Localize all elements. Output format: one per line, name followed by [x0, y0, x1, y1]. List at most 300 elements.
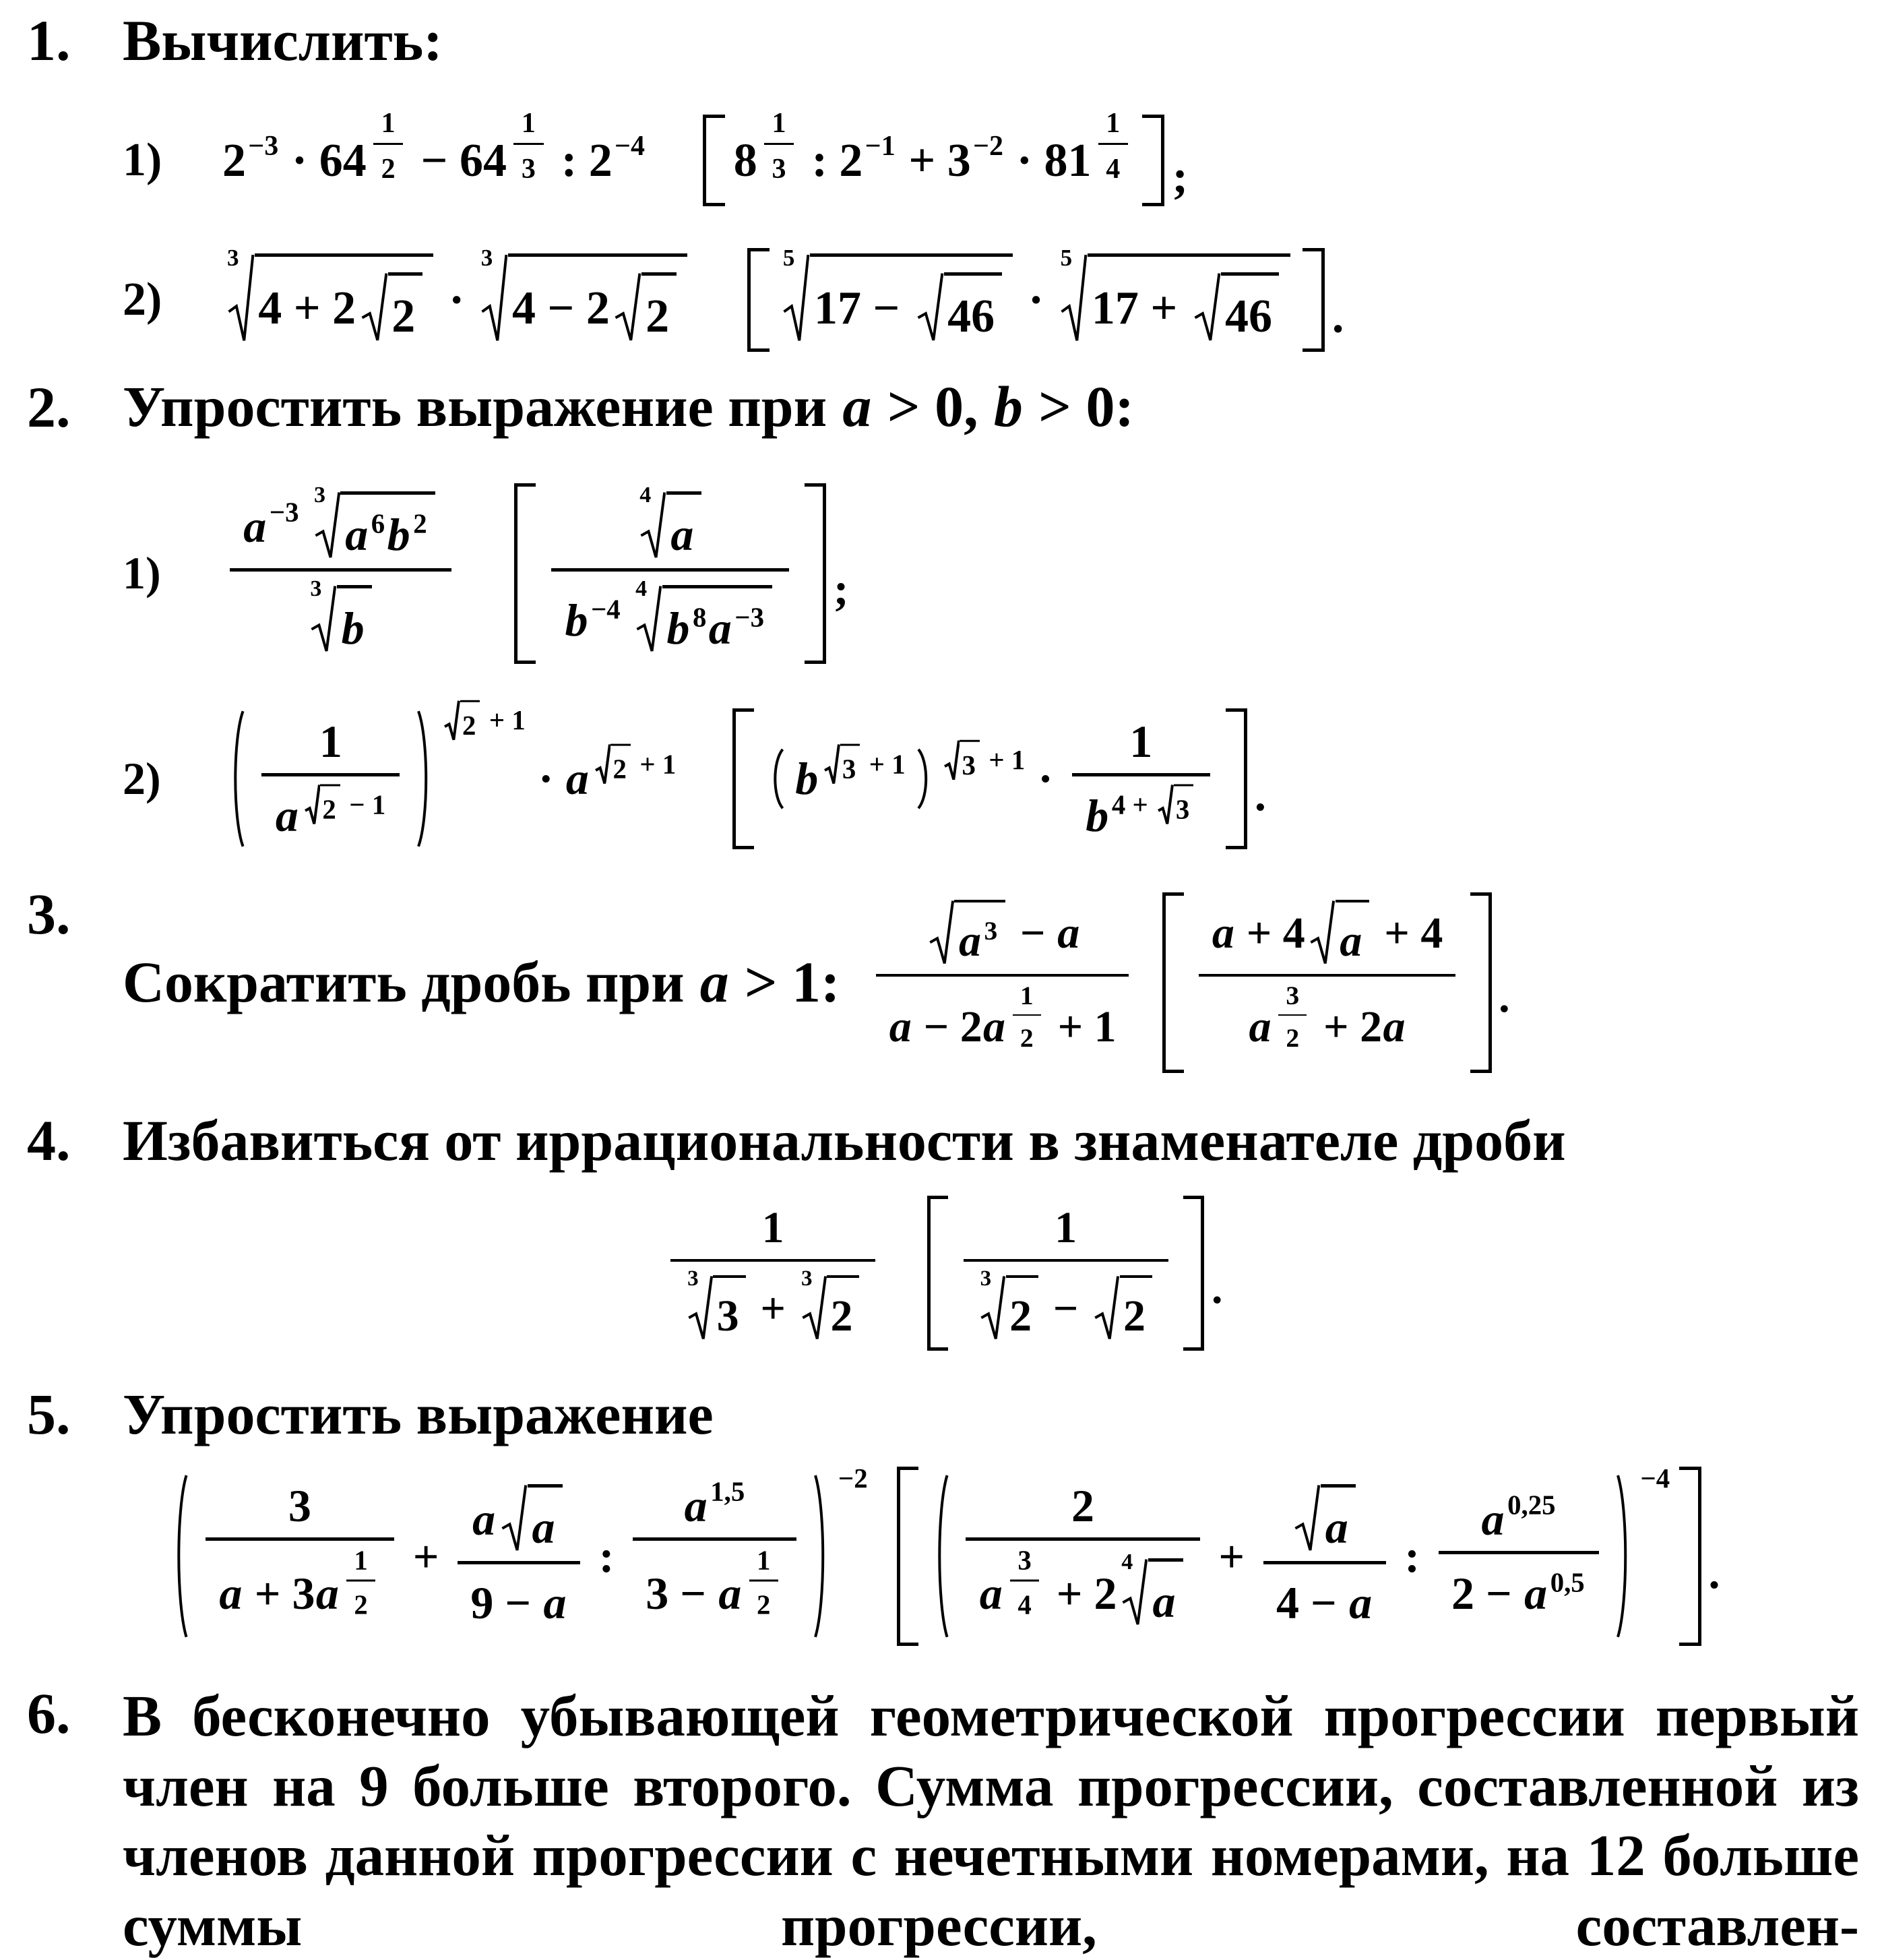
- math-text: ·: [526, 752, 565, 804]
- math-fraction: [458, 1481, 580, 1631]
- math-text: 4 −: [1276, 1577, 1348, 1629]
- math-fraction: [261, 714, 400, 844]
- math-row: [664, 1196, 1223, 1351]
- math-variable: a: [889, 1002, 912, 1052]
- math-radicand: [1088, 253, 1290, 346]
- math-root: [928, 900, 1005, 967]
- math-fence-content: [1184, 892, 1471, 1073]
- math-text: + 1: [482, 705, 526, 736]
- math-superscript: [759, 106, 798, 187]
- math-formula: [222, 483, 849, 664]
- math-text: 46: [947, 290, 995, 343]
- math-root: [1157, 784, 1193, 826]
- math-radical-icon: [226, 253, 255, 346]
- math-root: [443, 700, 480, 742]
- math-superscript: [1094, 106, 1133, 187]
- math-row: [794, 749, 907, 804]
- math-row: [198, 1478, 804, 1635]
- math-radical-icon: [687, 1275, 714, 1343]
- math-root: [801, 1266, 860, 1343]
- math-numerator: [749, 1544, 778, 1582]
- math-text: 2: [462, 710, 476, 741]
- math-row: [222, 705, 1266, 849]
- exercise-item-1: [27, 8, 1859, 352]
- math-fraction: [1439, 1492, 1599, 1622]
- close-paren-icon: [1614, 1472, 1634, 1641]
- math-text: 64: [460, 134, 507, 187]
- math-text: + 1: [1046, 1002, 1117, 1052]
- math-row: [166, 1463, 869, 1641]
- math-root-index: 3: [310, 576, 322, 602]
- math-root: [1059, 245, 1290, 346]
- math-row: [592, 743, 676, 786]
- math-fence: [767, 748, 934, 809]
- math-superscript: [973, 131, 1003, 162]
- math-fraction: [966, 1478, 1199, 1635]
- math-denominator: [764, 145, 794, 186]
- math-radical-icon: [943, 739, 960, 782]
- math-fence: [927, 1196, 1205, 1351]
- math-root-index: 4: [639, 483, 652, 508]
- math-fraction: [670, 1201, 875, 1345]
- math-row: [123, 892, 1510, 1073]
- math-denominator: [551, 572, 789, 659]
- math-punctuation: .: [1254, 768, 1266, 820]
- item-body: [123, 8, 1859, 352]
- math-radical-icon: [801, 1275, 827, 1343]
- math-row: [1248, 981, 1406, 1065]
- math-variable: a: [565, 752, 589, 804]
- math-variable: a: [1057, 909, 1080, 958]
- math-numerator: [1098, 106, 1129, 146]
- math-text: ·: [280, 134, 319, 187]
- subitem-line: [123, 75, 1859, 206]
- math-superscript: [615, 131, 645, 162]
- math-fraction: [1013, 980, 1041, 1055]
- math-row: [222, 245, 1344, 352]
- math-root-index: 3: [687, 1266, 699, 1291]
- close-bracket-icon: [1303, 248, 1325, 352]
- math-text: 2: [756, 1589, 771, 1620]
- math-radicand: [320, 784, 340, 826]
- math-formula: [166, 1463, 1720, 1646]
- math-text: 6: [371, 508, 385, 539]
- math-variable: b: [565, 594, 588, 646]
- math-fraction: [206, 1478, 394, 1635]
- math-variable: a: [472, 1493, 496, 1545]
- math-text: 3: [716, 1291, 739, 1341]
- math-variable: a: [708, 602, 732, 654]
- math-text: −: [1009, 909, 1057, 958]
- math-numerator: [966, 1478, 1199, 1541]
- math-variable: a: [1249, 1002, 1272, 1052]
- math-row: [344, 510, 429, 560]
- subitem-line: [123, 450, 1859, 664]
- exercise-item-5: [27, 1382, 1859, 1446]
- math-numerator: [230, 483, 451, 572]
- math-text: 4: [1106, 153, 1121, 185]
- math-radicand: [255, 253, 433, 346]
- math-fraction: [876, 898, 1129, 1068]
- math-superscript: [1112, 784, 1196, 826]
- math-superscript: [371, 509, 385, 539]
- math-numerator: [458, 1481, 580, 1564]
- math-fence: [732, 708, 1247, 849]
- math-radicand: [1221, 272, 1279, 344]
- math-text: 1: [521, 108, 536, 140]
- math-text: + 1: [633, 749, 677, 780]
- math-superscript: [441, 700, 526, 742]
- math-row: [958, 917, 999, 967]
- math-punctuation: ;: [833, 563, 849, 615]
- math-radical-icon: [1093, 1275, 1120, 1343]
- math-numerator: [1439, 1492, 1599, 1554]
- math-root-index: 4: [635, 576, 648, 602]
- math-superscript: [413, 509, 427, 539]
- math-row: [646, 1545, 784, 1632]
- math-fraction: [1263, 1481, 1386, 1631]
- math-row: [274, 791, 387, 841]
- math-superscript: [342, 1544, 379, 1622]
- math-variable: a: [1325, 1502, 1348, 1553]
- math-superscript: [248, 131, 278, 162]
- math-text: + 4: [1373, 909, 1443, 958]
- math-text: 2: [354, 1589, 368, 1620]
- math-text: 2: [391, 290, 416, 343]
- math-text: −2: [973, 131, 1003, 162]
- math-text: 1: [772, 108, 786, 140]
- math-root: [1293, 1484, 1356, 1554]
- math-radicand: [610, 743, 631, 786]
- math-root: [823, 743, 860, 786]
- math-superscript: [1005, 1544, 1043, 1622]
- math-variable: a: [1212, 909, 1234, 958]
- item-heading: [123, 375, 1134, 439]
- math-row: [924, 900, 1081, 967]
- math-text: ·: [1026, 752, 1065, 804]
- math-row: [470, 1578, 567, 1628]
- math-punctuation: .: [1708, 1546, 1720, 1598]
- math-text: −3: [269, 497, 299, 528]
- math-numerator: [551, 483, 789, 572]
- math-root: [639, 483, 701, 561]
- math-fence: [931, 1472, 1634, 1641]
- math-text: :: [800, 134, 840, 187]
- math-text: 81: [1044, 134, 1092, 187]
- math-variable: a: [958, 916, 981, 966]
- math-row: [512, 272, 680, 344]
- math-radicand: [340, 491, 435, 561]
- math-text: 3: [1017, 1545, 1032, 1576]
- open-bracket-icon: [897, 1467, 918, 1646]
- subitem-label: 1): [123, 547, 161, 599]
- math-fence-content: [918, 1463, 1680, 1646]
- math-root: [943, 739, 980, 782]
- math-denominator: [1013, 1016, 1041, 1055]
- math-root: [226, 245, 433, 346]
- math-row: [814, 272, 1005, 344]
- formula-line: [27, 1463, 1859, 1646]
- open-bracket-icon: [703, 115, 725, 206]
- math-radical-icon: [928, 900, 955, 967]
- math-text: − 1: [342, 789, 386, 820]
- math-root-index: 3: [480, 245, 493, 272]
- math-radicand: [960, 739, 980, 782]
- math-formula: [222, 108, 1188, 206]
- math-radicand: [641, 272, 676, 344]
- item-body: [123, 1382, 1859, 1446]
- math-row: [1212, 900, 1443, 967]
- math-fraction: [1278, 980, 1307, 1055]
- close-paren-icon: [915, 748, 935, 809]
- math-fraction: [230, 483, 451, 659]
- math-text: Сократить дробь при: [123, 950, 699, 1014]
- math-radicand: [1148, 1558, 1183, 1628]
- math-radicand: [528, 1484, 563, 1554]
- math-fence-content: [725, 108, 1142, 206]
- open-paren-icon: [170, 1472, 190, 1641]
- math-radical-icon: [360, 272, 388, 344]
- math-variable: a: [718, 1567, 742, 1619]
- math-variable: a: [543, 1577, 567, 1629]
- math-row: [1276, 1578, 1373, 1628]
- math-formula: [123, 892, 1510, 1073]
- math-numerator: [1278, 980, 1307, 1016]
- math-superscript: [301, 784, 385, 826]
- math-numerator: [1199, 898, 1455, 977]
- item-body: [123, 375, 1859, 849]
- math-radical-icon: [594, 743, 610, 786]
- math-formula: [222, 245, 1344, 352]
- math-fraction: [1010, 1544, 1039, 1622]
- math-text: 2 −: [1451, 1567, 1524, 1619]
- math-text: 1: [354, 1545, 368, 1576]
- math-text: 2: [1123, 1291, 1146, 1341]
- math-text: 3: [842, 754, 856, 785]
- math-root-index: 4: [1121, 1550, 1133, 1575]
- math-superscript: [270, 497, 299, 528]
- math-superscript: [821, 743, 906, 786]
- math-text: ·: [1005, 134, 1044, 187]
- math-denominator: [458, 1564, 580, 1631]
- math-numerator: [670, 1201, 875, 1262]
- math-text: 1: [381, 108, 396, 140]
- math-text: 2: [1020, 1023, 1034, 1053]
- math-text: 3: [772, 153, 786, 185]
- math-superscript: [1507, 1491, 1555, 1521]
- math-text: + 4: [1235, 909, 1305, 958]
- math-radicand: [460, 700, 480, 742]
- math-text: + 3: [243, 1567, 315, 1619]
- math-root: [1093, 1275, 1152, 1343]
- math-row: [941, 739, 1025, 782]
- math-text: 8: [733, 134, 757, 187]
- math-row: [927, 1463, 1671, 1641]
- math-variable: a: [345, 508, 369, 560]
- math-root: [309, 576, 372, 655]
- math-numerator: [876, 898, 1129, 977]
- math-text: 3: [947, 134, 971, 187]
- math-root: [979, 1266, 1038, 1343]
- exercise-item-6: [27, 1681, 1859, 1960]
- math-superscript: [591, 594, 621, 625]
- math-root-index: 3: [313, 483, 325, 508]
- math-superscript: [1550, 1568, 1585, 1598]
- math-variable: a: [699, 950, 729, 1014]
- math-formula: [664, 1196, 1223, 1351]
- math-radicand: [337, 585, 372, 655]
- math-superscript: [1640, 1464, 1670, 1494]
- math-superscript: [838, 1464, 868, 1494]
- math-text: −1: [865, 131, 896, 162]
- math-radical-icon: [782, 253, 810, 346]
- math-row: [441, 700, 526, 742]
- math-variable: a: [1524, 1567, 1548, 1619]
- math-radical-icon: [823, 743, 840, 786]
- math-text: 0,25: [1507, 1490, 1556, 1521]
- math-denominator: [966, 1541, 1199, 1635]
- math-superscript: [865, 131, 896, 162]
- math-text: > 0,: [873, 374, 993, 439]
- math-superscript: [1009, 980, 1046, 1055]
- math-text: 1: [1055, 1203, 1077, 1253]
- close-paren-icon: [812, 1472, 832, 1641]
- open-paren-icon: [931, 1472, 951, 1641]
- math-fraction: [749, 1544, 778, 1622]
- math-text: 3: [984, 916, 998, 946]
- math-text: + 2: [1312, 1002, 1383, 1052]
- math-radical-icon: [313, 491, 341, 561]
- math-punctuation: ;: [1172, 151, 1188, 204]
- math-text: 2: [322, 794, 336, 825]
- math-text: 46: [1224, 290, 1272, 343]
- math-text: 1: [1106, 108, 1121, 140]
- math-text: 17 −: [814, 282, 912, 334]
- math-text: 1: [319, 715, 342, 767]
- math-text: 1: [1020, 981, 1034, 1011]
- math-variable: a: [532, 1502, 555, 1553]
- math-text: 2: [613, 754, 627, 785]
- math-row: [222, 705, 527, 849]
- math-numerator: [1072, 714, 1210, 776]
- math-variable: a: [1383, 1002, 1406, 1052]
- math-radicand: [954, 900, 1005, 967]
- math-text: 2: [1286, 1023, 1300, 1053]
- math-text: −: [1042, 1283, 1090, 1333]
- math-text: 4 +: [1111, 789, 1155, 820]
- math-fence-content: [246, 708, 415, 849]
- math-superscript: [745, 1544, 782, 1622]
- math-fence-content: [754, 708, 1226, 849]
- math-fence-content: [950, 1472, 1614, 1641]
- math-fraction: [964, 1201, 1168, 1345]
- close-paren-icon: [415, 708, 435, 849]
- math-root: [1193, 272, 1279, 344]
- subitem-line: [123, 218, 1859, 352]
- math-text: 2: [413, 508, 427, 539]
- math-row: [222, 108, 1188, 206]
- math-row: [123, 375, 1134, 439]
- math-fraction: [1072, 714, 1210, 844]
- open-paren-icon: [227, 708, 247, 849]
- item-number: 3.: [27, 881, 71, 946]
- item-number: 4.: [27, 1107, 71, 1173]
- subitem-line: [123, 675, 1859, 849]
- math-superscript: [509, 106, 548, 187]
- math-variable: a: [1481, 1493, 1505, 1545]
- math-text: − 2: [912, 1002, 982, 1052]
- math-denominator: [513, 145, 544, 186]
- math-denominator: [1439, 1554, 1599, 1621]
- math-text: 3 −: [646, 1567, 718, 1619]
- close-bracket-icon: [1226, 708, 1247, 849]
- close-bracket-icon: [1183, 1196, 1204, 1351]
- math-fence-content: [786, 748, 915, 809]
- math-root: [782, 245, 1012, 346]
- math-numerator: [764, 106, 794, 146]
- math-root: [1121, 1550, 1183, 1628]
- math-radicand: [662, 585, 773, 655]
- close-bracket-icon: [1679, 1467, 1701, 1646]
- math-radical-icon: [443, 700, 460, 742]
- math-text: 3: [521, 153, 536, 185]
- subitem-label: 2): [123, 274, 162, 326]
- math-fence: [514, 483, 826, 664]
- math-superscript: [693, 603, 706, 633]
- math-root: [1309, 900, 1369, 967]
- math-punctuation: .: [1499, 973, 1510, 1022]
- math-numerator: [373, 106, 404, 146]
- math-root: [594, 743, 631, 786]
- math-radical-icon: [500, 1484, 528, 1554]
- item-number: 5.: [27, 1381, 71, 1446]
- math-fraction: [346, 1544, 375, 1622]
- math-root-index: 3: [226, 245, 239, 272]
- math-numerator: [206, 1478, 394, 1541]
- math-text: + 1: [982, 745, 1026, 776]
- math-text: −2: [838, 1463, 868, 1494]
- math-fraction: [513, 106, 544, 187]
- math-variable: b: [341, 602, 365, 654]
- open-paren-icon: [767, 748, 786, 809]
- close-bracket-icon: [1470, 892, 1491, 1073]
- open-bracket-icon: [1162, 892, 1183, 1073]
- math-text: 17 +: [1091, 282, 1189, 334]
- math-fence-content: [536, 483, 805, 664]
- exercise-item-4: [27, 1108, 1859, 1173]
- math-text: 1: [1129, 715, 1153, 767]
- math-superscript: [734, 603, 764, 633]
- math-numerator: [1013, 980, 1041, 1016]
- math-formula: [222, 705, 1266, 849]
- math-root: [500, 1484, 563, 1554]
- item-body: [123, 1681, 1859, 1960]
- math-text: + 1: [862, 749, 906, 780]
- math-superscript: [710, 1477, 745, 1507]
- math-denominator: [876, 977, 1129, 1068]
- math-fence-content: [770, 245, 1302, 352]
- item-heading: Избавиться от иррациональности в знаменателе дроби: [123, 1107, 1566, 1173]
- math-text: > 1:: [730, 950, 869, 1014]
- math-numerator: [633, 1478, 796, 1541]
- close-bracket-icon: [1142, 115, 1164, 206]
- math-text: :: [549, 134, 589, 187]
- math-text: :: [587, 1530, 626, 1582]
- math-text: 4 − 2: [512, 282, 610, 334]
- math-denominator: [670, 1262, 875, 1345]
- math-radical-icon: [309, 585, 337, 655]
- item-heading: Вычислить:: [123, 8, 443, 73]
